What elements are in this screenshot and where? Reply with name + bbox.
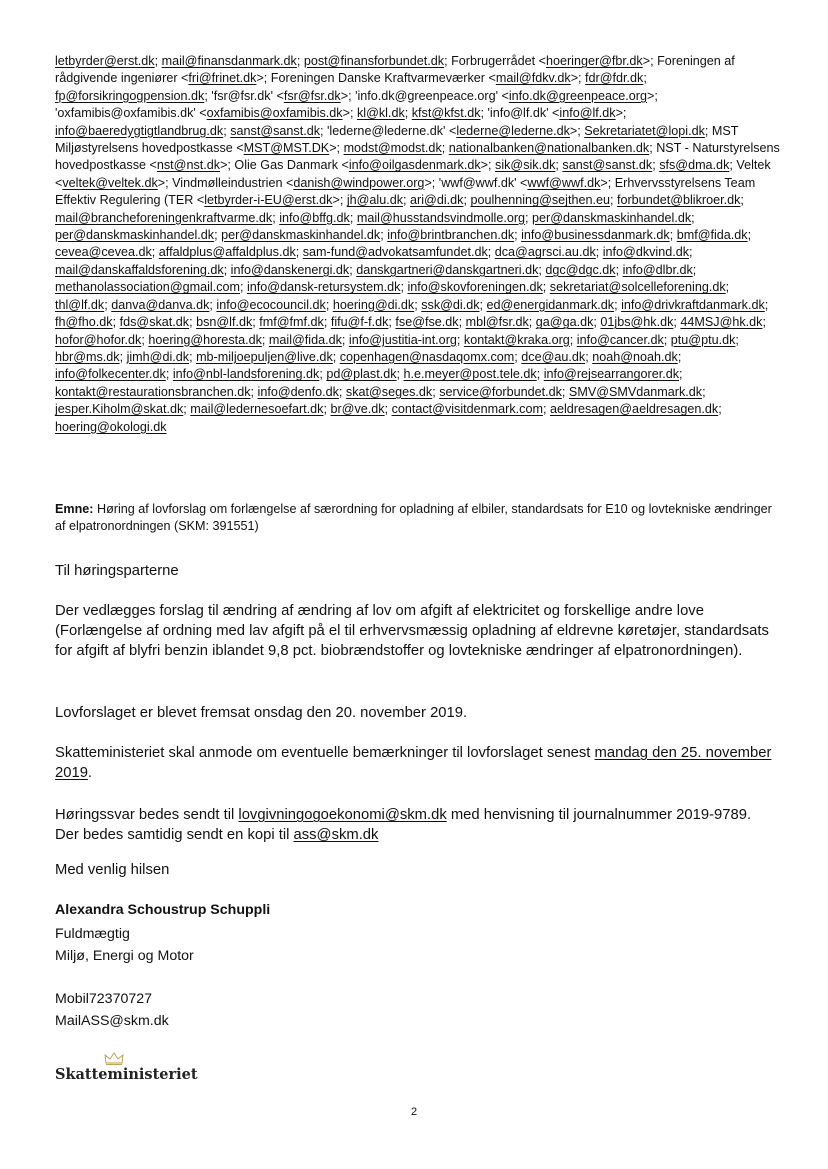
- recipient-email-link[interactable]: info@brintbranchen.dk: [387, 228, 515, 243]
- recipient-separator: >;: [329, 141, 344, 156]
- recipient-email-link[interactable]: dca@agrsci.au.dk: [494, 245, 596, 260]
- recipient-email-link[interactable]: sik@sik.dk: [495, 158, 556, 173]
- recipient-separator: ;: [209, 297, 217, 312]
- recipient-email-link[interactable]: info@justitia-int.org: [348, 332, 457, 347]
- recipient-separator: >;: [615, 106, 627, 121]
- recipient-email-link[interactable]: ptu@ptu.dk: [670, 332, 736, 347]
- recipient-separator: ;: [585, 349, 593, 364]
- recipient-separator: ;: [718, 402, 722, 417]
- recipient-email-link[interactable]: bmf@fida.dk: [676, 228, 748, 243]
- recipient-separator: ;: [514, 349, 522, 364]
- deadline-date: mandag den 25. november 2019: [55, 745, 772, 781]
- recipient-separator: ;: [456, 332, 464, 347]
- recipient-separator: >; Erhvervsstyrelsens Team Effektiv Regulering (TER <: [55, 175, 756, 208]
- subject-text: Høring af lovforslag om forlængelse af særordning for opladning af elbiler, standardsats for E10 og lovtekniske ændringer af elpatronordningen (SKM: 391551): [55, 502, 772, 534]
- recipient-separator: ;: [112, 315, 120, 330]
- recipient-email-link[interactable]: br@ve.dk: [330, 402, 385, 417]
- recipient-email-link[interactable]: per@danskmaskinhandel.dk: [55, 228, 215, 243]
- recipient-separator: ;: [323, 402, 331, 417]
- recipient-email-link[interactable]: info@cancer.dk: [576, 332, 664, 347]
- recipient-separator: >;: [342, 106, 357, 121]
- recipient-email-link[interactable]: fdr@fdr.dk: [585, 71, 644, 86]
- recipient-email-link[interactable]: kontakt@kraka.org: [463, 332, 570, 347]
- recipient-separator: ;: [561, 384, 569, 399]
- recipient-separator: ;: [323, 315, 331, 330]
- recipient-separator: ;: [740, 193, 744, 208]
- recipient-separator: ;: [725, 280, 730, 295]
- recipient-email-link[interactable]: fse@fse.dk: [395, 315, 459, 330]
- recipient-email-link[interactable]: fh@fho.dk: [55, 315, 113, 330]
- recipient-separator: ;: [538, 262, 546, 277]
- recipient-separator: ;: [458, 315, 466, 330]
- recipient-email-link[interactable]: hbr@ms.dk: [55, 349, 120, 364]
- recipient-separator: ;: [189, 315, 197, 330]
- recipient-email-link[interactable]: wwf@wwf.dk: [527, 175, 601, 190]
- recipient-separator: ;: [338, 384, 346, 399]
- recipient-separator: ;: [272, 210, 280, 225]
- recipient-email-link[interactable]: info@dkvind.dk: [602, 245, 690, 260]
- recipient-email-link[interactable]: info@lf.dk: [559, 106, 616, 121]
- recipient-separator: ;: [652, 158, 660, 173]
- recipient-email-link[interactable]: danva@danva.dk: [111, 297, 210, 312]
- recipient-email-link[interactable]: 44MSJ@hk.dk: [680, 315, 763, 330]
- salutation: Til høringsparterne: [55, 563, 179, 579]
- subject-label: Emne:: [55, 502, 94, 516]
- recipient-email-link[interactable]: jesper.Kiholm@skat.dk: [55, 402, 184, 417]
- recipient-separator: >;: [569, 123, 585, 138]
- recipient-separator: ;: [104, 297, 112, 312]
- recipient-email-link[interactable]: modst@modst.dk: [343, 141, 442, 156]
- recipient-email-link[interactable]: fds@skat.dk: [119, 315, 190, 330]
- recipient-email-link[interactable]: skat@seges.dk: [345, 384, 433, 399]
- recipient-email-link[interactable]: info@bffg.dk: [279, 210, 350, 225]
- recipient-email-link[interactable]: info@oilgasdenmark.dk: [348, 158, 481, 173]
- recipient-email-link[interactable]: mail@fdkv.dk: [495, 71, 571, 86]
- recipient-separator: >;: [480, 158, 496, 173]
- recipient-email-link[interactable]: info@folkecenter.dk: [55, 367, 166, 382]
- recipient-separator: >;: [332, 193, 347, 208]
- recipient-email-link[interactable]: oxfamibis@oxfamibis.dk: [206, 106, 343, 121]
- recipient-email-link[interactable]: dgc@dgc.dk: [545, 262, 616, 277]
- recipient-separator: ;: [528, 315, 536, 330]
- recipient-separator: ;: [673, 315, 681, 330]
- recipient-email-link[interactable]: info@nbl-landsforening.dk: [172, 367, 320, 382]
- recipient-email-link[interactable]: hoering@horesta.dk: [148, 332, 262, 347]
- recipient-email-link[interactable]: hoeringer@fbr.dk: [545, 54, 643, 68]
- responses-journal: med henvisning til journalnummer 2019-9789.: [446, 807, 752, 823]
- recipient-email-link[interactable]: info@baeredygtigtlandbrug.dk: [55, 123, 224, 138]
- closing: Med venlig hilsen: [55, 862, 170, 878]
- recipient-separator: ;: [677, 349, 682, 364]
- recipient-separator: ; Veltek <: [55, 158, 771, 190]
- recipient-email-link[interactable]: Sekretariatet@lopi.dk: [584, 123, 705, 138]
- crown-icon: [103, 1050, 125, 1066]
- recipient-separator: >; Olie Gas Danmark <: [220, 158, 349, 173]
- recipient-separator: >;: [570, 71, 586, 86]
- recipient-email-link[interactable]: sam-fund@advokatsamfundet.dk: [302, 245, 488, 260]
- recipient-email-link[interactable]: sanst@sanst.dk: [230, 123, 321, 138]
- recipient-separator: ;: [691, 210, 695, 225]
- recipient-separator: ;: [400, 280, 408, 295]
- recipient-email-link[interactable]: ssk@di.dk: [421, 297, 480, 312]
- recipient-separator: ;: [349, 262, 357, 277]
- recipient-email-link[interactable]: mail@ledernesoefart.dk: [190, 402, 324, 417]
- recipient-separator: ;: [609, 193, 617, 208]
- recipient-email-link[interactable]: danish@windpower.org: [293, 175, 425, 190]
- recipient-separator: ;: [214, 228, 222, 243]
- recipient-email-link[interactable]: affaldplus@affaldplus.dk: [158, 245, 296, 260]
- recipient-separator: ;: [479, 297, 487, 312]
- recipient-separator: ;: [595, 245, 603, 260]
- recipient-email-link[interactable]: SMV@SMVdanmark.dk: [568, 384, 703, 399]
- recipient-separator: ;: [536, 367, 544, 382]
- recipient-separator: ; 'info@lf.dk' <: [480, 106, 560, 121]
- recipient-email-link[interactable]: kfst@kfst.dk: [411, 106, 481, 121]
- recipient-separator: ;: [404, 106, 412, 121]
- recipient-email-link[interactable]: service@forbundet.dk: [439, 384, 562, 399]
- recipient-email-link[interactable]: info@businessdanmark.dk: [521, 228, 670, 243]
- recipient-separator: ;: [689, 245, 693, 260]
- recipient-email-link[interactable]: h.e.meyer@post.tele.dk: [403, 367, 537, 382]
- recipient-separator: ;: [441, 141, 449, 156]
- recipient-separator: ;: [296, 54, 304, 68]
- recipient-separator: ;: [223, 262, 231, 277]
- recipient-separator: ;: [332, 349, 340, 364]
- deadline-text: Skatteministeriet skal anmode om eventuelle bemærkninger til lovforslaget senest: [55, 745, 595, 761]
- recipient-separator: ;: [487, 245, 495, 260]
- recipient-separator: ;: [252, 315, 260, 330]
- recipient-separator: ;: [747, 228, 752, 243]
- recipient-email-link[interactable]: MST@MST.DK: [243, 141, 330, 156]
- recipient-email-link[interactable]: veltek@veltek.dk: [62, 175, 158, 190]
- recipient-separator: ;: [384, 402, 392, 417]
- recipient-email-link[interactable]: fmf@fmf.dk: [259, 315, 324, 330]
- signature-mobile: Mobil72370727: [55, 991, 153, 1007]
- recipient-email-link[interactable]: hoering@okologi.dk: [55, 419, 167, 434]
- recipient-separator: ;: [463, 193, 471, 208]
- recipient-email-link[interactable]: kontakt@restaurationsbranchen.dk: [55, 384, 251, 399]
- recipient-email-link[interactable]: info@rejsearrangorer.dk: [543, 367, 680, 382]
- paragraph-deadline: [55, 743, 785, 783]
- recipient-email-link[interactable]: ga@ga.dk: [535, 315, 594, 330]
- recipient-separator: ;: [223, 123, 231, 138]
- signature-department: Miljø, Energi og Motor: [55, 948, 194, 964]
- recipient-separator: >; Foreningen af rådgivende ingeniører <: [55, 54, 735, 86]
- recipient-separator: ;: [555, 158, 563, 173]
- recipient-email-link[interactable]: aeldresagen@aeldresagen.dk: [549, 402, 719, 417]
- recipient-separator: >; 'oxfamibis@oxfamibis.dk' <: [55, 88, 658, 121]
- recipient-separator: ;: [593, 315, 601, 330]
- recipient-email-link[interactable]: per@danskmaskinhandel.dk: [532, 210, 692, 225]
- recipient-email-link[interactable]: mail@husstandsvindmolle.org: [356, 210, 526, 225]
- recipient-separator: ; NST - Naturstyrelsens hovedpostkasse <: [55, 141, 780, 173]
- subject-line: [55, 501, 785, 536]
- recipient-list: [55, 53, 785, 436]
- recipient-email-link[interactable]: lederne@lederne.dk: [456, 123, 570, 138]
- recipient-separator: ;: [702, 384, 706, 399]
- responses-text: Høringssvar bedes sendt til: [55, 807, 239, 823]
- recipient-email-link[interactable]: contact@visitdenmark.com: [391, 402, 543, 417]
- recipient-separator: ;: [380, 228, 388, 243]
- recipient-separator: ;: [189, 349, 197, 364]
- recipient-email-link[interactable]: jh@alu.dk: [346, 193, 404, 208]
- recipient-separator: ; 'fsr@fsr.dk' <: [204, 88, 284, 103]
- recipient-email-link[interactable]: letbyrder-i-EU@erst.dk: [204, 193, 333, 208]
- recipient-email-link[interactable]: forbundet@blikroer.dk: [616, 193, 741, 208]
- recipient-email-link[interactable]: noah@noah.dk: [592, 349, 678, 364]
- recipient-separator: ; 'lederne@lederne.dk' <: [320, 123, 457, 138]
- recipient-separator: ;: [762, 315, 766, 330]
- recipient-separator: ;: [735, 332, 739, 347]
- recipient-separator: ; Forbrugerrådet <: [444, 54, 546, 68]
- logo-text: Skatteministeriet: [55, 1066, 198, 1083]
- recipient-separator: ;: [514, 228, 522, 243]
- recipient-separator: ;: [341, 332, 349, 347]
- recipient-email-link[interactable]: nst@nst.dk: [156, 158, 221, 173]
- recipient-separator: ;: [403, 193, 411, 208]
- recipient-separator: ;: [569, 332, 577, 347]
- recipient-separator: ;: [141, 332, 149, 347]
- recipient-email-link[interactable]: bsn@lf.dk: [196, 315, 253, 330]
- recipient-separator: ;: [325, 297, 333, 312]
- recipient-email-link[interactable]: info@skovforeningen.dk: [407, 280, 543, 295]
- recipient-email-link[interactable]: per@danskmaskinhandel.dk: [221, 228, 381, 243]
- recipient-separator: ;: [414, 297, 422, 312]
- recipient-separator: ; MST Miljøstyrelsens hovedpostkasse <: [55, 123, 739, 156]
- recipient-email-link[interactable]: fp@forsikringogpension.dk: [55, 88, 205, 103]
- recipient-email-link[interactable]: ari@di.dk: [410, 193, 464, 208]
- recipient-separator: ;: [239, 280, 247, 295]
- responses-email-link[interactable]: lovgivningogoekonomi@skm.dk: [238, 807, 447, 823]
- recipient-email-link[interactable]: mail@fida.dk: [268, 332, 342, 347]
- recipient-separator: ;: [119, 349, 127, 364]
- signature-title: Fuldmægtig: [55, 926, 130, 942]
- recipient-separator: ;: [388, 315, 396, 330]
- signature-name: Alexandra Schoustrup Schuppli: [55, 902, 271, 918]
- recipient-email-link[interactable]: info.dk@greenpeace.org: [508, 88, 647, 103]
- recipient-separator: ;: [525, 210, 533, 225]
- recipient-email-link[interactable]: poulhenning@sejthen.eu: [470, 193, 610, 208]
- recipient-separator: ;: [396, 367, 404, 382]
- recipient-email-link[interactable]: cevea@cevea.dk: [55, 245, 152, 260]
- recipient-separator: ;: [679, 367, 683, 382]
- recipient-separator: ;: [349, 210, 357, 225]
- recipient-email-link[interactable]: info@denfo.dk: [257, 384, 339, 399]
- recipient-email-link[interactable]: ed@energidanmark.dk: [486, 297, 615, 312]
- recipient-separator: ;: [542, 280, 550, 295]
- recipient-email-link[interactable]: sekretariat@solcelleforening.dk: [549, 280, 726, 295]
- recipient-separator: ;: [295, 245, 303, 260]
- recipient-separator: ;: [643, 71, 647, 86]
- recipient-email-link[interactable]: methanolassociation@gmail.com: [55, 280, 240, 295]
- recipient-separator: ;: [615, 262, 623, 277]
- recipient-email-link[interactable]: jimh@di.dk: [126, 349, 190, 364]
- recipient-email-link[interactable]: info@ecocouncil.dk: [216, 297, 326, 312]
- recipient-separator: >; Foreningen Danske Kraftvarmeværker <: [256, 71, 496, 86]
- recipient-email-link[interactable]: mail@danskaffaldsforening.dk: [55, 262, 224, 277]
- recipient-separator: ;: [614, 297, 622, 312]
- recipient-email-link[interactable]: info@danskenergi.dk: [230, 262, 350, 277]
- recipient-separator: ;: [432, 384, 440, 399]
- page-number: 2: [410, 1106, 418, 1118]
- paragraph-proposal: Der vedlægges forslag til ændring af ændring af lov om afgift af elektricitet og forskellige andre love (Forlængelse af ordning med lav afgift på el til erhvervsmæssig opladning af eldrevne køretøjer, standardsats for afgift af blyfri benzin iblandet 9,8 pct. biobrændstoffer og lovtekniske ændringer af elpatronordningen).: [55, 603, 769, 659]
- recipient-separator: >; 'info.dk@greenpeace.org' <: [340, 88, 509, 103]
- recipient-email-link[interactable]: mail@finansdanmark.dk: [161, 54, 297, 68]
- recipient-separator: >; 'wwf@wwf.dk' <: [424, 175, 528, 190]
- recipient-email-link[interactable]: post@finansforbundet.dk: [303, 54, 445, 68]
- recipient-email-link[interactable]: info@drivkraftdanmark.dk: [621, 297, 765, 312]
- recipient-email-link[interactable]: copenhagen@nasdaqomx.com: [339, 349, 515, 364]
- recipient-email-link[interactable]: fri@frinet.dk: [188, 71, 257, 86]
- recipient-email-link[interactable]: pd@plast.dk: [326, 367, 397, 382]
- recipient-email-link[interactable]: sfs@dma.dk: [659, 158, 730, 173]
- recipient-email-link[interactable]: nationalbanken@nationalbanken.dk: [448, 141, 650, 156]
- paragraph-presented: Lovforslaget er blevet fremsat onsdag den 20. november 2019.: [55, 705, 468, 721]
- recipient-email-link[interactable]: fifu@f-f.dk: [330, 315, 389, 330]
- recipient-email-link[interactable]: sanst@sanst.dk: [562, 158, 653, 173]
- recipient-email-link[interactable]: letbyrder@erst.dk: [55, 54, 155, 68]
- recipient-separator: >; Vindmølleindustrien <: [157, 175, 294, 190]
- deadline-end: .: [87, 765, 93, 781]
- recipient-email-link[interactable]: fsr@fsr.dk: [283, 88, 341, 103]
- recipient-separator: ;: [669, 228, 677, 243]
- recipient-separator: ;: [692, 262, 697, 277]
- recipient-separator: ;: [319, 367, 327, 382]
- copy-text: Der bedes samtidig sendt en kopi til: [55, 827, 294, 843]
- recipient-email-link[interactable]: hoering@di.dk: [332, 297, 415, 312]
- recipient-email-link[interactable]: thl@lf.dk: [55, 297, 105, 312]
- recipient-separator: ;: [764, 297, 769, 312]
- recipient-separator: ;: [542, 402, 550, 417]
- copy-email-link[interactable]: ass@skm.dk: [293, 827, 379, 843]
- recipient-email-link[interactable]: 01jbs@hk.dk: [600, 315, 674, 330]
- recipient-email-link[interactable]: mbl@fsr.dk: [465, 315, 529, 330]
- recipient-email-link[interactable]: danskgartneri@danskgartneri.dk: [356, 262, 539, 277]
- recipient-separator: ;: [261, 332, 269, 347]
- ministry-logo: [55, 1050, 198, 1090]
- recipient-email-link[interactable]: kl@kl.dk: [356, 106, 405, 121]
- recipient-email-link[interactable]: mb-miljoepuljen@live.dk: [196, 349, 333, 364]
- signature-mail: MailASS@skm.dk: [55, 1013, 169, 1029]
- recipient-email-link[interactable]: info@dansk-retursystem.dk: [246, 280, 401, 295]
- recipient-separator: ;: [663, 332, 671, 347]
- recipient-separator: ;: [154, 54, 162, 68]
- recipient-separator: ;: [183, 402, 191, 417]
- recipient-email-link[interactable]: hofor@hofor.dk: [55, 332, 142, 347]
- paragraph-responses: [55, 805, 785, 845]
- recipient-email-link[interactable]: dce@au.dk: [521, 349, 586, 364]
- recipient-separator: ;: [165, 367, 173, 382]
- recipient-separator: ;: [151, 245, 159, 260]
- recipient-email-link[interactable]: info@dlbr.dk: [622, 262, 693, 277]
- recipient-email-link[interactable]: mail@brancheforeningenkraftvarme.dk: [55, 210, 273, 225]
- recipient-separator: ;: [250, 384, 258, 399]
